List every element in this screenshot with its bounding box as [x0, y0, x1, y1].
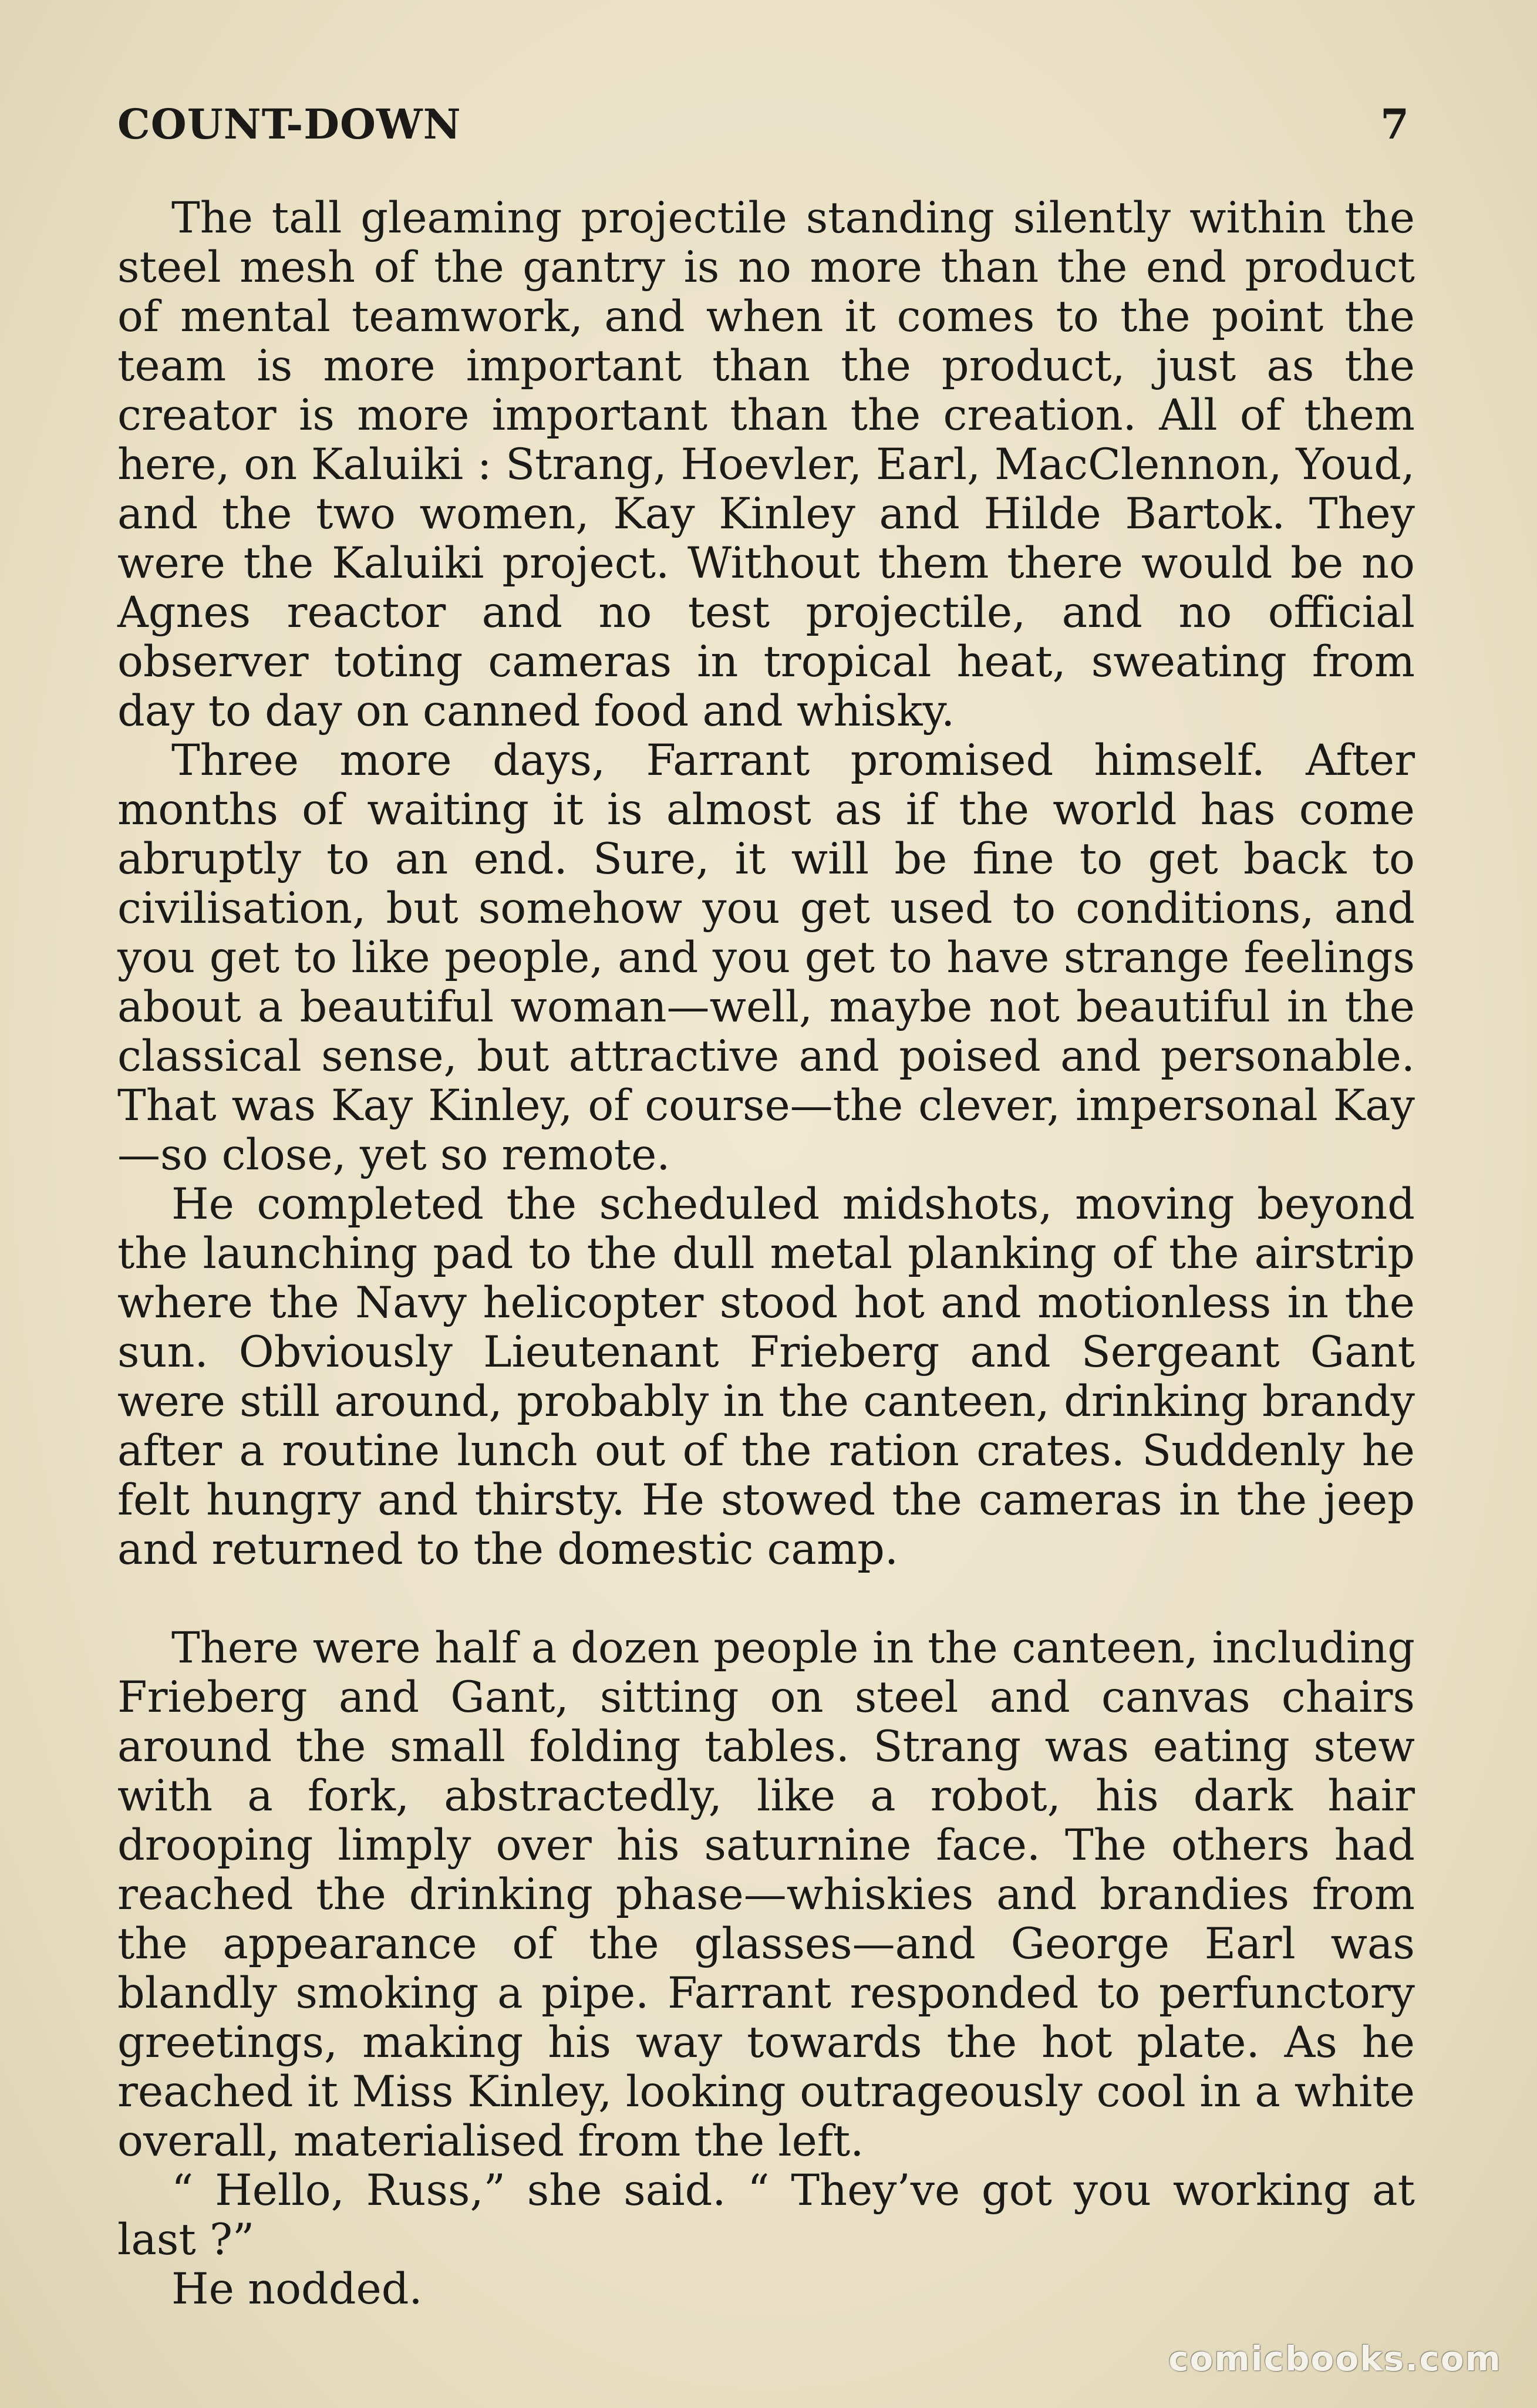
paragraph-2: Three more days, Farrant promised himself. After months of waiting it is almost as if the world has come abruptly to an end. Sure, it will be fine to get back to civilisation, but somehow you get used to conditions, and you get to like people, and you get to have strange feelings about a beautiful woman—well, maybe not beautiful in the classical sense, but attractive and poised and personable. That was Kay Kinley, of course—the clever, impersonal Kay—so close, yet so remote. — [117, 736, 1415, 1180]
running-title: COUNT-DOWN — [117, 100, 461, 149]
running-head — [117, 100, 1409, 164]
page-number: 7 — [1380, 100, 1409, 149]
paragraph-3: He completed the scheduled midshots, moving beyond the launching pad to the dull metal planking of the airstrip where the Navy helicopter stood hot and motionless in the sun. Obviously Lieutenant Frieberg and Sergeant Gant were still around, probably in the canteen, drinking brandy after a routine lunch out of the ration crates. Suddenly he felt hungry and thirsty. He stowed the cameras in the jeep and returned to the domestic camp. — [117, 1179, 1415, 1574]
paragraph-6: He nodded. — [171, 2264, 423, 2314]
watermark: comicbooks.com — [1168, 2339, 1502, 2379]
paragraph-5: “ Hello, Russ,” she said. “ They’ve got you working at last ?” — [117, 2166, 1415, 2265]
section-break — [117, 1574, 1415, 1624]
paragraph-1: The tall gleaming projectile standing silently within the steel mesh of the gantry is no more than the end product of mental teamwork, and when it comes to the point the team is more important than the product, just as the creator is more important than the creation. All of them here, on Kaluiki : Strang, Hoevler, Earl, MacClennon, Youd, and the two women, Kay Kinley and Hilde Bartok. They were the Kaluiki project. Without them there would be no Agnes reactor and no test projectile, and no official observer toting cameras in tropical heat, sweating from day to day on canned food and whisky. — [117, 193, 1415, 736]
paragraph-4: There were half a dozen people in the canteen, including Frieberg and Gant, sitting on steel and canvas chairs around the small folding tables. Strang was eating stew with a fork, abstractedly, like a robot, his dark hair drooping limply over his saturnine face. The others had reached the drinking phase—whiskies and brandies from the appearance of the glasses—and George Earl was blandly smoking a pipe. Farrant responded to perfunctory greetings, making his way towards the hot plate. As he reached it Miss Kinley, looking outrageously cool in a white overall, materialised from the left. — [117, 1623, 1415, 2166]
body-text — [117, 194, 1415, 2314]
